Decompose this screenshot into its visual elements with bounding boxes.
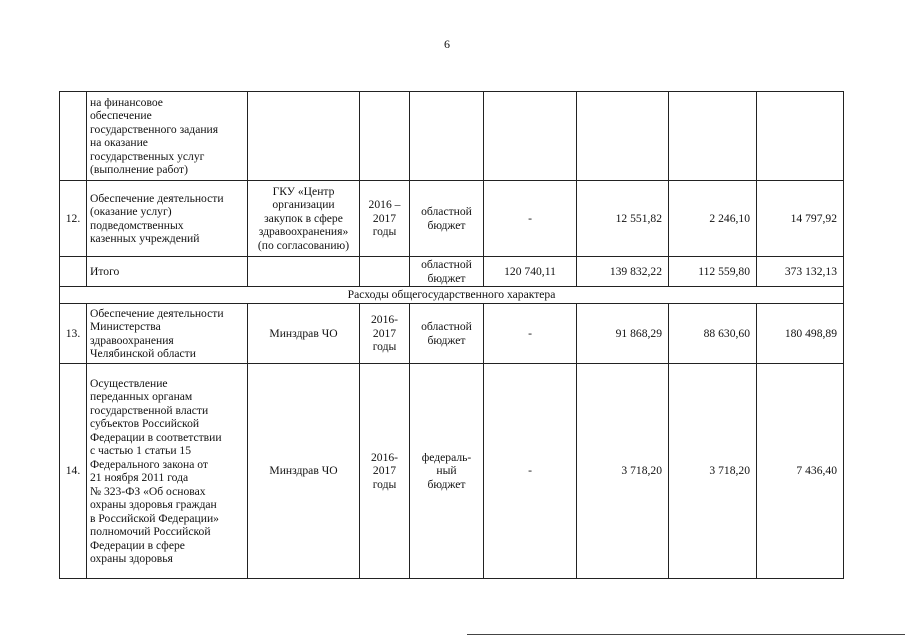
value-2016-cell: - bbox=[484, 181, 577, 257]
period-cell bbox=[360, 92, 410, 181]
value-2016-cell bbox=[484, 92, 577, 181]
period-cell bbox=[360, 257, 410, 287]
value-2018-cell: 3 718,20 bbox=[669, 364, 757, 579]
table-row-total bbox=[60, 257, 844, 287]
source-cell: областной бюджет bbox=[410, 304, 484, 364]
page-number: 6 bbox=[444, 37, 450, 51]
value-2017-cell: 12 551,82 bbox=[577, 181, 669, 257]
budget-table bbox=[59, 91, 844, 579]
executor-cell bbox=[248, 257, 360, 287]
executor-cell bbox=[248, 92, 360, 181]
total-cell: 7 436,40 bbox=[757, 364, 844, 579]
value-2017-cell bbox=[577, 92, 669, 181]
table-row bbox=[60, 92, 844, 181]
value-2017-cell: 139 832,22 bbox=[577, 257, 669, 287]
section-header-row bbox=[60, 287, 844, 304]
source-cell: федераль- ный бюджет bbox=[410, 364, 484, 579]
total-cell: 180 498,89 bbox=[757, 304, 844, 364]
period-cell: 2016- 2017 годы bbox=[360, 364, 410, 579]
bottom-rule bbox=[467, 634, 905, 635]
executor-cell: ГКУ «Центр организации закупок в сфере здравоохранения» (по согласованию) bbox=[248, 181, 360, 257]
activity-cell: Осуществление переданных органам государственной власти субъектов Российской Федерации в соответствии с частью 1 статьи 15 Федерального закона от 21 ноября 2011 года № 323-ФЗ «Об основах охраны здоровья граждан в Российской Федерации» полномочий Российской Федерации в сфере охраны здоровья bbox=[87, 364, 248, 579]
value-2017-cell: 91 868,29 bbox=[577, 304, 669, 364]
executor-cell: Минздрав ЧО bbox=[248, 304, 360, 364]
period-cell: 2016 – 2017 годы bbox=[360, 181, 410, 257]
total-cell bbox=[757, 92, 844, 181]
table-row bbox=[60, 364, 844, 579]
value-2018-cell bbox=[669, 92, 757, 181]
value-2018-cell: 112 559,80 bbox=[669, 257, 757, 287]
activity-cell: Обеспечение деятельности Министерства здравоохранения Челябинской области bbox=[87, 304, 248, 364]
executor-cell: Минздрав ЧО bbox=[248, 364, 360, 579]
source-cell: областной бюджет bbox=[410, 257, 484, 287]
row-number: 13. bbox=[60, 304, 87, 364]
total-cell: 14 797,92 bbox=[757, 181, 844, 257]
value-2016-cell: 120 740,11 bbox=[484, 257, 577, 287]
total-cell: 373 132,13 bbox=[757, 257, 844, 287]
period-cell: 2016- 2017 годы bbox=[360, 304, 410, 364]
source-cell bbox=[410, 92, 484, 181]
row-number: 12. bbox=[60, 181, 87, 257]
table-row bbox=[60, 304, 844, 364]
row-number: 14. bbox=[60, 364, 87, 579]
value-2016-cell: - bbox=[484, 304, 577, 364]
activity-cell: Итого bbox=[87, 257, 248, 287]
value-2018-cell: 88 630,60 bbox=[669, 304, 757, 364]
row-number bbox=[60, 92, 87, 181]
value-2018-cell: 2 246,10 bbox=[669, 181, 757, 257]
source-cell: областной бюджет bbox=[410, 181, 484, 257]
activity-cell: Обеспечение деятельности (оказание услуг) подведомственных казенных учреждений bbox=[87, 181, 248, 257]
activity-cell: на финансовое обеспечение государственного задания на оказание государственных услуг (выполнение работ) bbox=[87, 92, 248, 181]
table-row bbox=[60, 181, 844, 257]
value-2017-cell: 3 718,20 bbox=[577, 364, 669, 579]
section-header: Расходы общегосударственного характера bbox=[60, 287, 844, 304]
value-2016-cell: - bbox=[484, 364, 577, 579]
row-number bbox=[60, 257, 87, 287]
